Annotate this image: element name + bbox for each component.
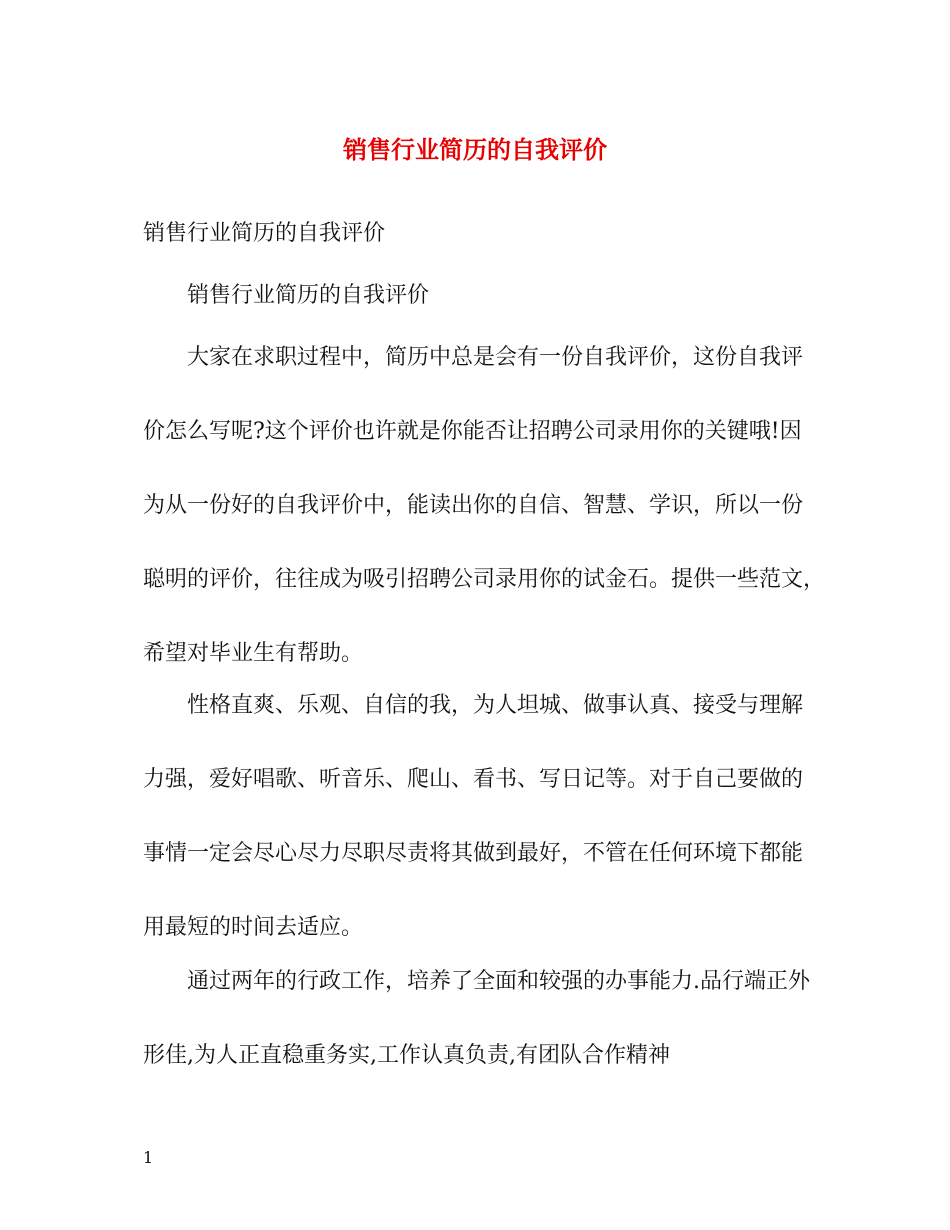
section-heading: 销售行业简历的自我评价 — [187, 283, 430, 308]
paragraph-line: 价怎么写呢?这个评价也许就是你能否让招聘公司录用你的关键哦!因 — [143, 419, 802, 444]
paragraph-line: 事情一定会尽心尽力尽职尽责将其做到最好，不管在任何环境下都能 — [143, 841, 804, 866]
paragraph-2 — [143, 690, 813, 986]
page-number: 1 — [143, 1148, 154, 1167]
paragraph-3 — [143, 966, 813, 1114]
paragraph-line: 用最短的时间去适应。 — [143, 915, 364, 940]
paragraph-line: 力强，爱好唱歌、听音乐、爬山、看书、写日记等。对于自己要做的 — [143, 767, 804, 792]
document-subtitle: 销售行业简历的自我评价 — [143, 221, 386, 246]
paragraph-line: 大家在求职过程中，简历中总是会有一份自我评价，这份自我评 — [187, 345, 804, 370]
paragraph-1 — [143, 342, 826, 712]
paragraph-line: 通过两年的行政工作，培养了全面和较强的办事能力.品行端正外 — [187, 969, 810, 994]
document-title: 销售行业简历的自我评价 — [343, 135, 607, 164]
paragraph-line: 形佳,为人正直稳重务实,工作认真负责,有团队合作精神 — [143, 1043, 670, 1068]
paragraph-line: 为从一份好的自我评价中，能读出你的自信、智慧、学识，所以一份 — [143, 493, 804, 518]
paragraph-line: 性格直爽、乐观、自信的我，为人坦城、做事认真、接受与理解 — [187, 693, 804, 718]
paragraph-line: 聪明的评价，往往成为吸引招聘公司录用你的试金石。提供一些范文， — [143, 567, 826, 592]
paragraph-line: 希望对毕业生有帮助。 — [143, 641, 364, 666]
